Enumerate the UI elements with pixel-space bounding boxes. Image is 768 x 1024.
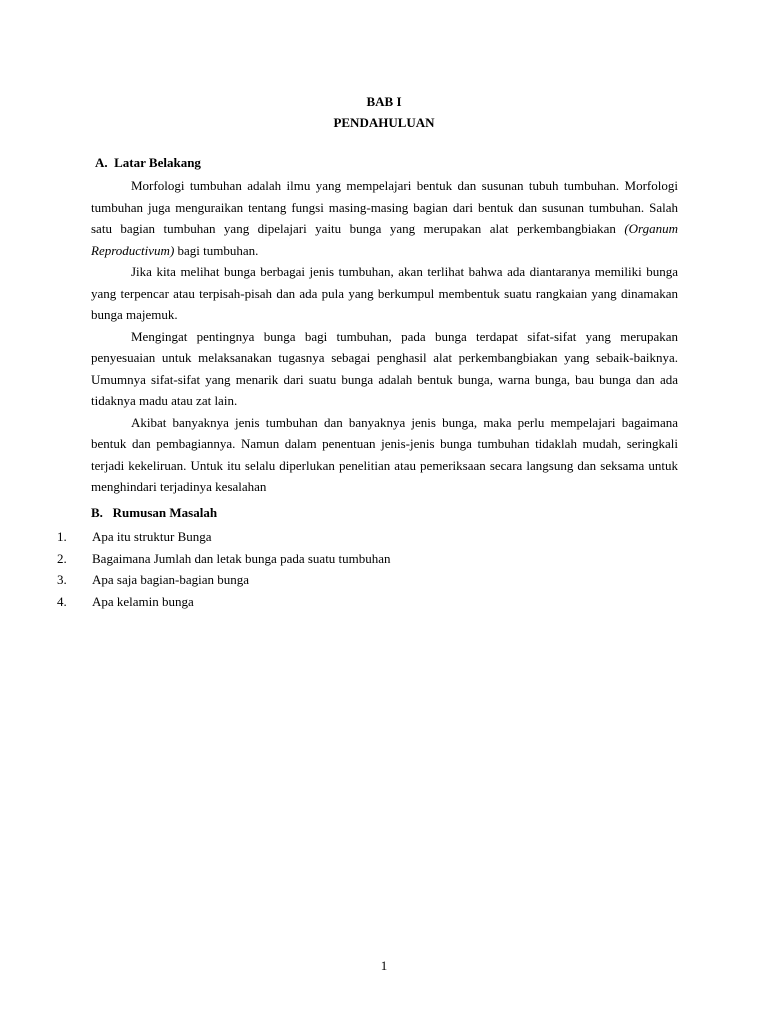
paragraph-1 xyxy=(91,175,678,261)
paragraph-3: Mengingat pentingnya bunga bagi tumbuhan, pada bunga terdapat sifat-sifat yang merupakan penyesuaian untuk melaksanakan tugasnya sebagai penghasil alat perkembangbiakan yang sebaik-baiknya. Umumnya sifat-sifat yang menarik dari suatu bunga adalah bentuk bunga, warna bunga, bau bunga dan ada tidaknya madu atau zat lain. xyxy=(91,328,678,408)
list-item xyxy=(57,526,391,548)
list-item-number: 3. xyxy=(57,572,67,587)
list-item-text: Apa saja bagian-bagian bunga xyxy=(92,572,250,587)
page-number: 1 xyxy=(380,958,388,973)
list-item-text: Apa itu struktur Bunga xyxy=(92,529,212,544)
section-a-body xyxy=(91,175,678,498)
list-item-text: Bagaimana Jumlah dan letak bunga pada suatu tumbuhan xyxy=(92,550,391,566)
list-item xyxy=(57,569,391,591)
chapter-label: BAB I xyxy=(366,94,402,109)
paragraph-1-text: Morfologi tumbuhan adalah ilmu yang mempelajari bentuk dan susunan tubuh tumbuhan. Morfologi tumbuhan juga menguraikan tentang fungsi masing-masing bagian dari bentuk dan susunan tumbuhan. Salah satu bagian tumbuhan yang dipelajari yaitu bunga yang merupakan alat perkembangbiakan xyxy=(91,178,678,236)
list-item xyxy=(57,591,391,613)
section-a-heading: A. Latar Belakang xyxy=(95,155,201,170)
chapter-title: PENDAHULUAN xyxy=(333,115,435,130)
problem-list xyxy=(57,526,391,612)
list-item-number: 2. xyxy=(57,550,67,566)
list-item-number: 1. xyxy=(57,529,67,544)
paragraph-4: Akibat banyaknya jenis tumbuhan dan banyaknya jenis bunga, maka perlu mempelajari bagaimana bentuk dan pembagiannya. Namun dalam penentuan jenis-jenis bunga tumbuhan tidaklah mudah, seringkali terjadi kekeliruan. Untuk itu selalu diperlukan penelitian atau pemeriksaan secara langsung dan seksama untuk menghindari terjadinya kesalahan xyxy=(91,414,678,494)
paragraph-2: Jika kita melihat bunga berbagai jenis tumbuhan, akan terlihat bahwa ada diantaranya memiliki bunga yang terpencar atau terpisah-pisah dan ada pula yang berkumpul membentuk suatu rangkaian yang dinamakan bunga majemuk. xyxy=(91,264,678,322)
list-item-text: Apa kelamin bunga xyxy=(92,593,194,609)
list-item-number: 4. xyxy=(57,593,67,609)
paragraph-1-italic-term: (Organum Reproductivum) xyxy=(91,221,678,258)
list-item xyxy=(57,548,391,570)
paragraph-1-end: bagi tumbuhan. xyxy=(174,242,259,258)
section-b-heading: B. Rumusan Masalah xyxy=(91,505,218,520)
